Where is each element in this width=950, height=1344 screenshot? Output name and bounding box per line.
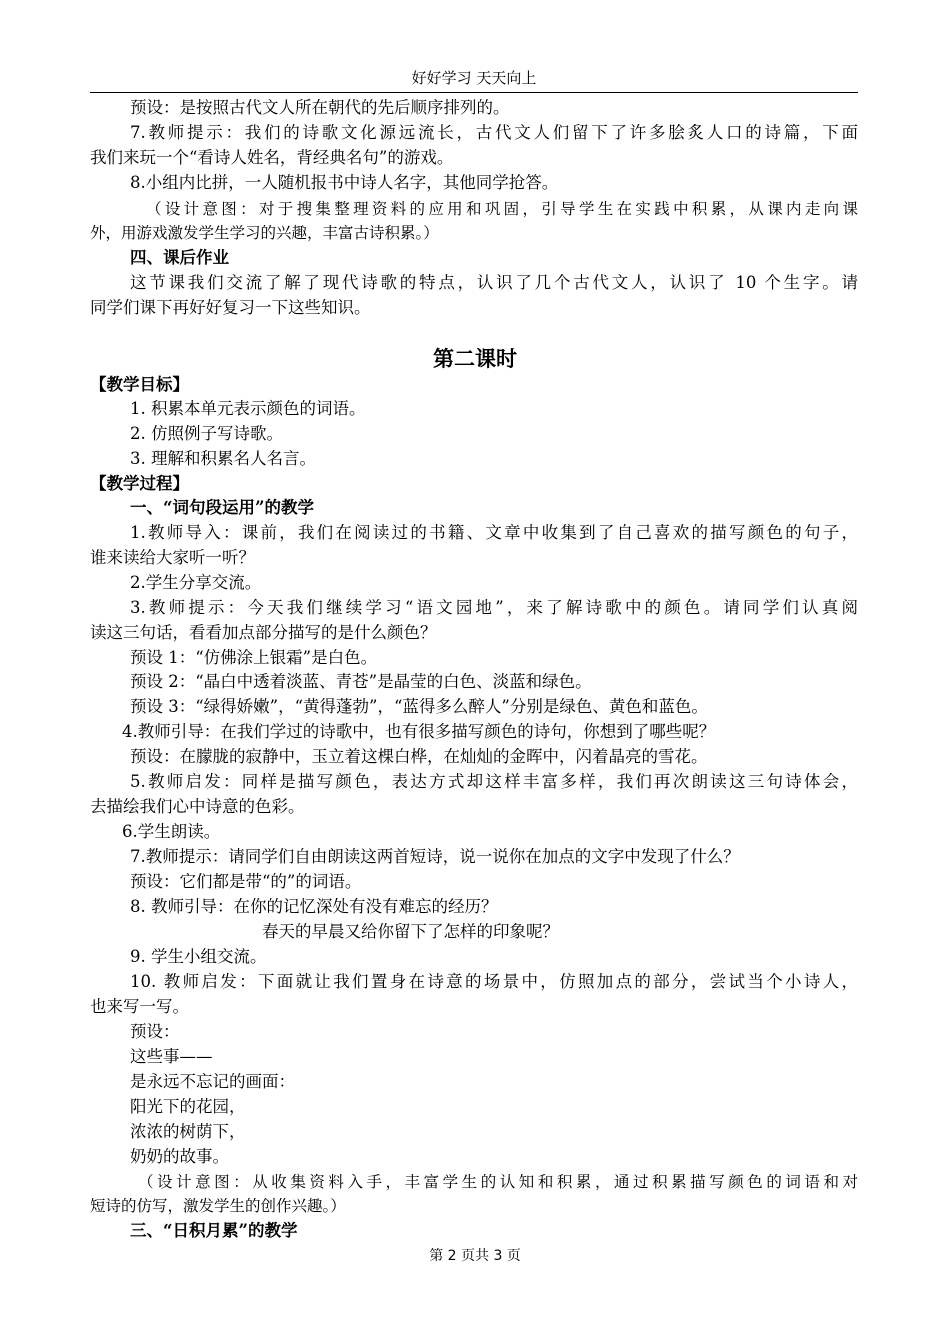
design-intent-line: 外，用游戏激发学生学习的兴趣，丰富古诗积累。） xyxy=(90,224,439,242)
paragraph-line: 预设：在朦胧的寂静中，玉立着这棵白桦，在灿灿的金晖中，闪着晶亮的雪花。 xyxy=(130,747,708,766)
paragraph-line: 7.教师提示：我们的诗歌文化源远流长，古代文人们留下了许多脍炙人口的诗篇，下面 xyxy=(130,123,858,142)
section-heading: 【教学目标】 xyxy=(90,375,189,394)
paragraph-line: 预设 2：“晶白中透着淡蓝、青苍”是晶莹的白色、淡蓝和绿色。 xyxy=(130,672,592,691)
paragraph-line: 春天的早晨又给你留下了怎样的印象呢？ xyxy=(262,922,559,941)
paragraph-line: 我们来玩一个“看诗人姓名，背经典名句”的游戏。 xyxy=(90,148,454,167)
poem-line: 预设： xyxy=(130,1022,180,1041)
paragraph-line: 同学们课下再好好复习一下这些知识。 xyxy=(90,298,371,317)
paragraph-line: 5.教师启发：同样是描写颜色，表达方式却这样丰富多样，我们再次朗读这三句诗体会， xyxy=(130,772,858,791)
paragraph-line: 预设 1：“仿佛涂上银霜”是白色。 xyxy=(130,648,378,667)
design-intent-line: （设计意图：对于搜集整理资料的应用和巩固，引导学生在实践中积累，从课内走向课 xyxy=(146,200,858,218)
section-heading: 【教学过程】 xyxy=(90,474,189,493)
page-footer: 第 2 页共 3 页 xyxy=(429,1248,521,1264)
paragraph-line: 10. 教师启发：下面就让我们置身在诗意的场景中，仿照加点的部分，尝试当个小诗人， xyxy=(130,972,858,991)
paragraph-line: 去描绘我们心中诗意的色彩。 xyxy=(90,797,305,816)
design-intent-line: （设计意图：从收集资料入手，丰富学生的认知和积累，通过积累描写颜色的词语和对 xyxy=(138,1173,858,1191)
paragraph-line: 1.教师导入：课前，我们在阅读过的书籍、文章中收集到了自己喜欢的描写颜色的句子， xyxy=(130,523,858,542)
paragraph-line: 2.学生分享交流。 xyxy=(130,573,262,592)
section-heading: 四、课后作业 xyxy=(130,248,229,267)
paragraph-line: 4.教师引导：在我们学过的诗歌中，也有很多描写颜色的诗句，你想到了哪些呢？ xyxy=(122,722,716,741)
paragraph-line: 8. 教师引导：在你的记忆深处有没有难忘的经历？ xyxy=(130,897,498,916)
paragraph-line: 9. 学生小组交流。 xyxy=(130,947,267,966)
paragraph-line: 这节课我们交流了解了现代诗歌的特点，认识了几个古代文人，认识了 10 个生字。请 xyxy=(130,273,858,292)
paragraph-line: 预设 3：“绿得娇嫩”，“黄得蓬勃”，“蓝得多么醉人”分别是绿色、黄色和蓝色。 xyxy=(130,697,708,716)
list-item: 2. 仿照例子写诗歌。 xyxy=(130,424,283,443)
paragraph-line: 预设：它们都是带“的”的词语。 xyxy=(130,872,362,891)
poem-line: 阳光下的花园， xyxy=(130,1097,246,1116)
paragraph-line: 读这三句话，看看加点部分描写的是什么颜色？ xyxy=(90,623,437,642)
paragraph-line: 预设：是按照古代文人所在朝代的先后顺序排列的。 xyxy=(130,98,510,117)
paragraph-line: 也来写一写。 xyxy=(90,997,189,1016)
paragraph-line: 谁来读给大家听一听？ xyxy=(90,548,255,567)
paragraph-line: 8.小组内比拼，一人随机报书中诗人名字，其他同学抢答。 xyxy=(130,173,559,192)
list-item: 3. 理解和积累名人名言。 xyxy=(130,449,316,468)
section-heading: 三、“日积月累”的教学 xyxy=(130,1221,298,1240)
paragraph-line: 7.教师提示：请同学们自由朗读这两首短诗，说一说你在加点的文字中发现了什么？ xyxy=(130,847,740,866)
page-header: 好好学习 天天向上 xyxy=(90,68,858,93)
section-title: 第二课时 xyxy=(433,347,517,371)
poem-line: 奶奶的故事。 xyxy=(130,1147,229,1166)
poem-line: 浓浓的树荫下， xyxy=(130,1122,246,1141)
poem-line: 是永远不忘记的画面： xyxy=(130,1072,295,1091)
design-intent-line: 短诗的仿写，激发学生的创作兴趣。） xyxy=(90,1197,346,1215)
poem-line: 这些事—— xyxy=(130,1047,213,1066)
list-item: 1. 积累本单元表示颜色的词语。 xyxy=(130,399,366,418)
section-heading: 一、“词句段运用”的教学 xyxy=(130,498,314,517)
paragraph-line: 3.教师提示：今天我们继续学习“语文园地”，来了解诗歌中的颜色。请同学们认真阅 xyxy=(130,598,858,617)
paragraph-line: 6.学生朗读。 xyxy=(122,822,221,841)
